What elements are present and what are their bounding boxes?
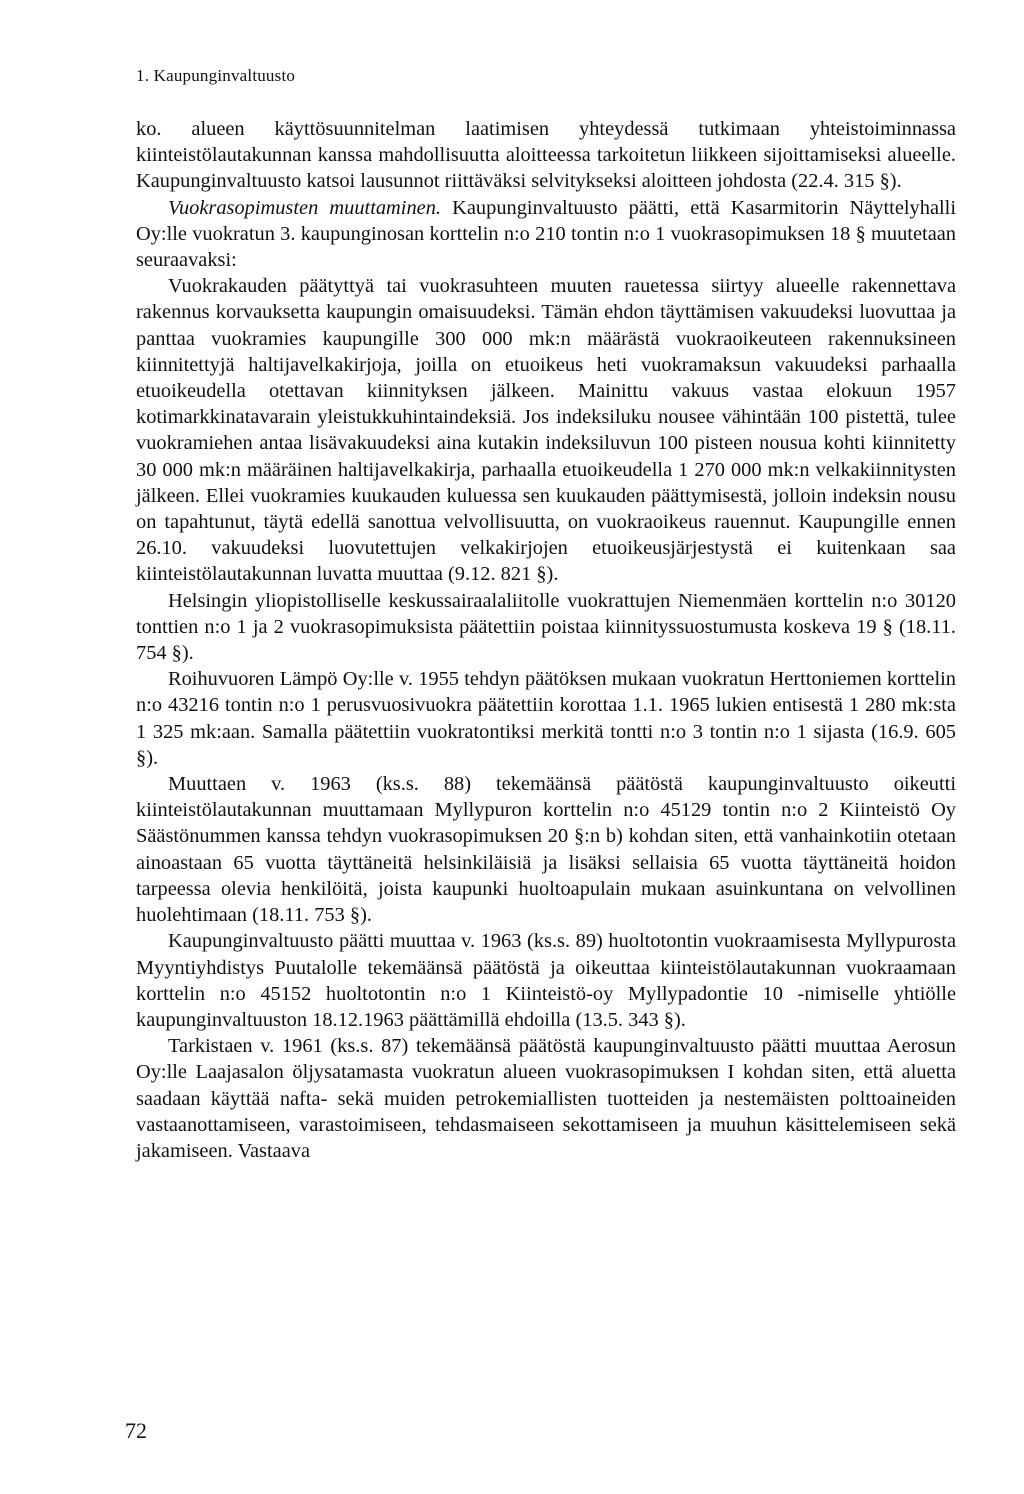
body-text bbox=[136, 116, 956, 1164]
paragraph-6: Muuttaen v. 1963 (ks.s. 88) tekemäänsä päätöstä kaupunginvaltuusto oikeutti kiinteistölautakunnan muuttamaan Myllypuron korttelin n:o 45129 tontin n:o 2 Kiinteistö Oy Säästönummen kanssa tehdyn vuokrasopimuksen 20 §:n b) kohdan siten, että vanhainkotiin otetaan ainoastaan 65 vuotta täyttäneitä helsinkiläisiä ja lisäksi sellaisia 65 vuotta täyttäneitä hoidon tarpeessa olevia henkilöitä, joista kaupunki huoltoapulain mukaan asuinkuntana on velvollinen huolehtimaan (18.11. 753 §). bbox=[136, 773, 956, 927]
paragraph-8: Tarkistaen v. 1961 (ks.s. 87) tekemäänsä päätöstä kaupunginvaltuusto päätti muuttaa Aerosun Oy:lle Laajasalon öljysatamasta vuokratun alueen vuokrasopimuksen I kohdan siten, että aluetta saadaan käyttää nafta- sekä muiden petrokemiallisten tuotteiden ja nestemäisten polttoaineiden vastaanottamiseen, varastoimiseen, tehdasmaiseen sekottamiseen ja muuhun käsittelemiseen sekä jakamiseen. Vastaava bbox=[136, 1035, 956, 1162]
paragraph-4: Helsingin yliopistolliselle keskussairaalaliitolle vuokrattujen Niemenmäen korttelin n:o 30120 tonttien n:o 1 ja 2 vuokrasopimuksista päätettiin poistaa kiinnityssuostumusta koskeva 19 § (18.11. 754 §). bbox=[136, 589, 956, 665]
page-number: 72 bbox=[125, 1418, 147, 1443]
paragraph-2-text: Kaupunginvaltuusto päätti, että Kasarmitorin Näyttelyhalli Oy:lle vuokratun 3. kaupunginosan korttelin n:o 210 tontin n:o 1 vuokrasopimuksen 18 § muutetaan seuraavaksi: bbox=[136, 196, 956, 272]
paragraph-3: Vuokrakauden päätyttyä tai vuokrasuhteen muuten rauetessa siirtyy alueelle rakennettava rakennus korvauksetta kaupungin omaisuudeksi. Tämän ehdon täyttämisen vakuudeksi luovuttaa ja panttaa vuokramies kaupungille 300 000 mk:n määrästä vuokraoikeuteen rakennuksineen kiinnitettyjä haltijavelkakirjoja, joilla on etuoikeus heti vuokramaksun vakuudeksi parhaalla etuoikeudella otettavan kiinnityksen jälkeen. Mainittu vakuus vastaa elokuun 1957 kotimarkkinatavarain yleistukkuhintaindeksiä. Jos indeksiluku nousee vähintään 100 pistettä, tulee vuokramiehen antaa lisävakuudeksi aina kutakin indeksiluvun 100 pisteen nousua kohti kiinnitetty 30 000 mk:n määräinen haltijavelkakirja, parhaalla etuoikeudella 1 270 000 mk:n velkakiinnitysten jälkeen. Ellei vuokramies kuukauden kuluessa sen kuukauden päättymisestä, jolloin indeksin nousu on tapahtunut, täytä edellä sanottua velvollisuutta, on vuokraoikeus rauennut. Kaupungille ennen 26.10. vakuudeksi luovutettujen velkakirjojen etuoikeusjärjestystä ei kuitenkaan saa kiinteistölautakunnan luvatta muuttaa (9.12. 821 §). bbox=[136, 275, 956, 586]
paragraph-7: Kaupunginvaltuusto päätti muuttaa v. 1963 (ks.s. 89) huoltotontin vuokraamisesta Myllypurosta Myyntiyhdistys Puutalolle tekemäänsä päätöstä ja oikeuttaa kiinteistölautakunnan vuokraamaan korttelin n:o 45152 huoltotontin n:o 1 Kiinteistö-oy Myllypadontie 10 -nimiselle yhtiölle kaupunginvaltuuston 18.12.1963 päättämillä ehdoilla (13.5. 343 §). bbox=[136, 930, 956, 1031]
paragraph-5: Roihuvuoren Lämpö Oy:lle v. 1955 tehdyn päätöksen mukaan vuokratun Herttoniemen korttelin n:o 43216 tontin n:o 1 perusvuosivuokra päätettiin korottaa 1.1. 1965 lukien entisestä 1 280 mk:sta 1 325 mk:aan. Samalla päätettiin vuokratontiksi merkitä tontti n:o 3 tontin n:o 1 sijasta (16.9. 605 §). bbox=[136, 668, 956, 769]
running-header: 1. Kaupunginvaltuusto bbox=[136, 66, 296, 85]
paragraph-2 bbox=[136, 195, 956, 274]
section-heading: Vuokrasopimusten muuttaminen. bbox=[168, 196, 441, 219]
paragraph-1: ko. alueen käyttösuunnitelman laatimisen yhteydessä tutkimaan yhteistoiminnassa kiinteistölautakunnan kanssa mahdollisuutta aloitteessa tarkoitetun liikkeen sijoittamiseksi alueelle. Kaupunginvaltuusto katsoi lausunnot riittäväksi selvitykseksi aloitteen johdosta (22.4. 315 §). bbox=[136, 118, 956, 193]
